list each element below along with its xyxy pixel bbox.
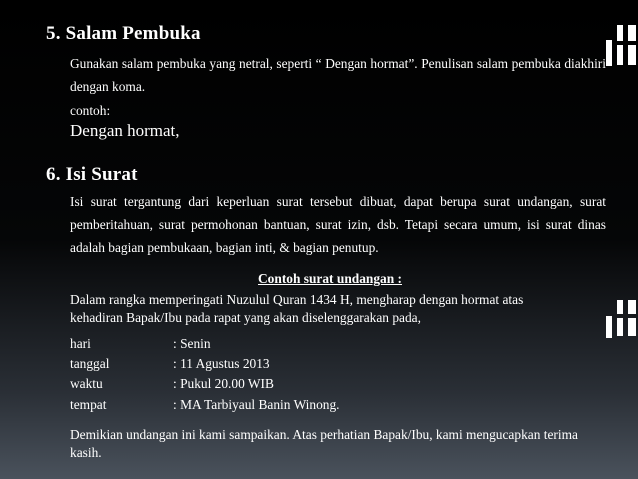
invitation-intro: Dalam rangka memperingati Nuzulul Quran 1434 H, mengharap dengan hormat atas kehadiran Bapak/Ibu pada rapat yang akan diselenggarakan pada, <box>70 292 524 325</box>
decor-bar-top-5 <box>606 40 612 66</box>
section5-heading <box>46 23 201 45</box>
detail-value: : 11 Agustus 2013 <box>173 356 270 371</box>
decor-bar-bottom-3 <box>628 318 636 336</box>
section5-body: Gunakan salam pembuka yang netral, seperti “ Dengan hormat”. Penulisan salam pembuka diakhiri dengan koma. <box>70 56 606 94</box>
section6-heading <box>46 164 138 186</box>
detail-key: tempat <box>70 397 107 412</box>
detail-value: : Senin <box>173 336 211 351</box>
decor-bar-bottom-1 <box>628 300 636 314</box>
detail-key: hari <box>70 336 91 351</box>
decor-bar-bottom-4 <box>617 318 623 336</box>
detail-value: : MA Tarbiyaul Banin Winong. <box>173 397 340 412</box>
decor-bar-top-2 <box>617 25 623 41</box>
decor-bar-top-3 <box>628 45 636 65</box>
section6-number: 6. <box>46 164 61 185</box>
section6-body: Isi surat tergantung dari keperluan surat tersebut dibuat, dapat berupa surat undangan, surat pemberitahuan, surat permohonan bantuan, surat izin, dsb. Tetapi secara umum, isi surat dinas adalah bagian pembukaan, bagian inti, & bagian penutup. <box>70 194 606 255</box>
section5-number: 5. <box>46 23 61 44</box>
section5-example-value: Dengan hormat, <box>70 121 180 140</box>
decor-bar-top-1 <box>628 25 636 41</box>
detail-key: waktu <box>70 376 103 391</box>
decor-bar-bottom-5 <box>606 316 612 338</box>
detail-key: tanggal <box>70 356 110 371</box>
section5-example-label: contoh: <box>70 103 111 118</box>
section5-title: Salam Pembuka <box>65 23 201 44</box>
decor-bar-bottom-2 <box>617 300 623 314</box>
decor-bar-top-4 <box>617 45 623 65</box>
section6-title: Isi Surat <box>65 164 138 185</box>
invitation-closing: Demikian undangan ini kami sampaikan. Atas perhatian Bapak/Ibu, kami mengucapkan terima kasih. <box>70 427 578 460</box>
detail-value: : Pukul 20.00 WIB <box>173 376 274 391</box>
invitation-heading: Contoh surat undangan : <box>258 271 402 286</box>
